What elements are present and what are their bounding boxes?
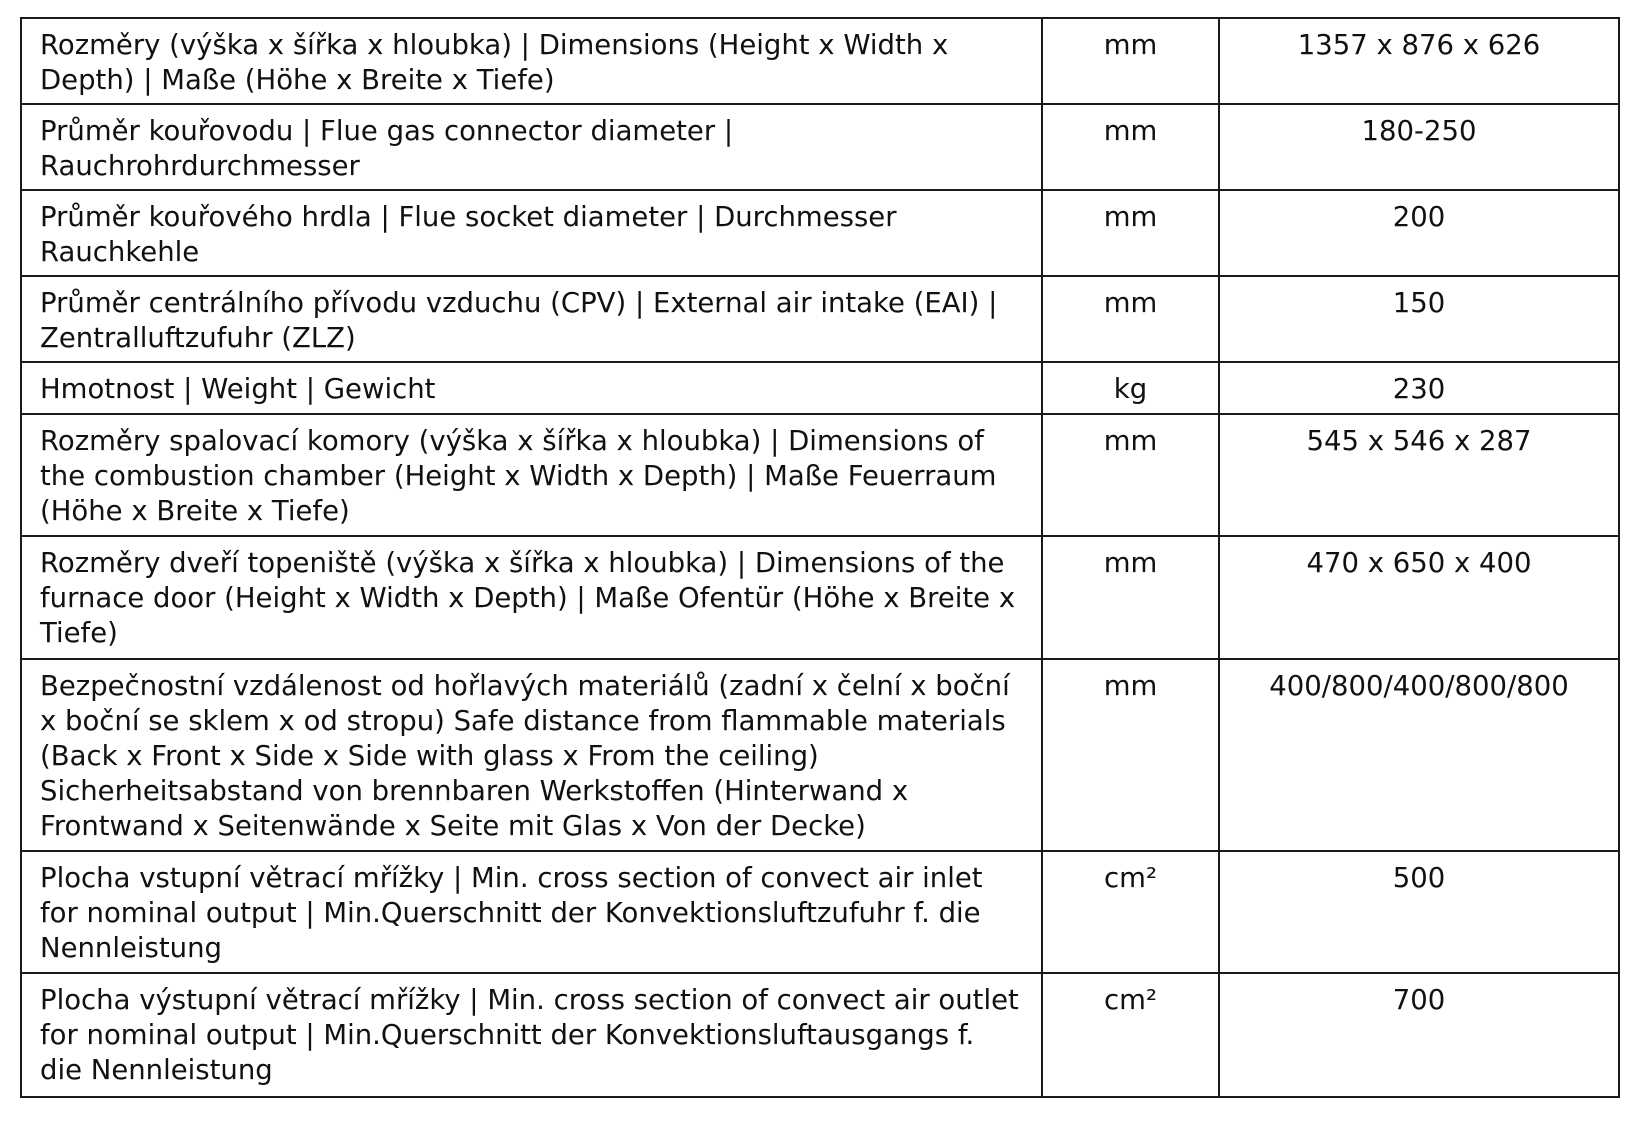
table-row bbox=[21, 851, 1619, 973]
table-row bbox=[21, 276, 1619, 362]
table-row bbox=[21, 973, 1619, 1097]
row-value: 500 bbox=[1219, 851, 1619, 973]
row-value: 470 x 650 x 400 bbox=[1219, 536, 1619, 659]
row-description: Průměr kouřového hrdla | Flue socket diameter | Durchmesser Rauchkehle bbox=[21, 190, 1042, 276]
row-unit: mm bbox=[1042, 18, 1219, 104]
specification-table bbox=[20, 17, 1620, 1098]
row-description: Rozměry spalovací komory (výška x šířka x hloubka) | Dimensions of the combustion chamber (Height x Width x Depth) | Maße Feuerraum (Höhe x Breite x Tiefe) bbox=[21, 414, 1042, 536]
row-description: Rozměry dveří topeniště (výška x šířka x hloubka) | Dimensions of the furnace door (Height x Width x Depth) | Maße Ofentür (Höhe x Breite x Tiefe) bbox=[21, 536, 1042, 659]
row-value: 400/800/400/800/800 bbox=[1219, 659, 1619, 851]
row-description: Průměr centrálního přívodu vzduchu (CPV) | External air intake (EAI) | Zentralluftzufuhr (ZLZ) bbox=[21, 276, 1042, 362]
row-value: 200 bbox=[1219, 190, 1619, 276]
table-row bbox=[21, 18, 1619, 104]
row-value: 1357 x 876 x 626 bbox=[1219, 18, 1619, 104]
row-description: Průměr kouřovodu | Flue gas connector diameter | Rauchrohrdurchmesser bbox=[21, 104, 1042, 190]
row-value: 230 bbox=[1219, 362, 1619, 414]
row-value: 545 x 546 x 287 bbox=[1219, 414, 1619, 536]
row-unit: mm bbox=[1042, 414, 1219, 536]
row-value: 150 bbox=[1219, 276, 1619, 362]
table-row bbox=[21, 104, 1619, 190]
table-row bbox=[21, 414, 1619, 536]
row-description: Bezpečnostní vzdálenost od hořlavých materiálů (zadní x čelní x boční x boční se sklem x od stropu) Safe distance from flammable materials (Back x Front x Side x Side with glass x From the ceiling) Sicherheitsabstand von brennbaren Werkstoffen (Hinterwand x Frontwand x Seitenwände x Seite mit Glas x Von der Decke) bbox=[21, 659, 1042, 851]
row-unit: mm bbox=[1042, 659, 1219, 851]
row-unit: mm bbox=[1042, 276, 1219, 362]
row-value: 180-250 bbox=[1219, 104, 1619, 190]
row-description: Plocha výstupní větrací mřížky | Min. cross section of convect air outlet for nominal output | Min.Querschnitt der Konvektionsluftausgangs f. die Nennleistung bbox=[21, 973, 1042, 1097]
table-row bbox=[21, 536, 1619, 659]
table-row bbox=[21, 362, 1619, 414]
row-unit: cm² bbox=[1042, 973, 1219, 1097]
row-description: Rozměry (výška x šířka x hloubka) | Dimensions (Height x Width x Depth) | Maße (Höhe x Breite x Tiefe) bbox=[21, 18, 1042, 104]
table-row bbox=[21, 190, 1619, 276]
row-unit: kg bbox=[1042, 362, 1219, 414]
row-description: Plocha vstupní větrací mřížky | Min. cross section of convect air inlet for nominal output | Min.Querschnitt der Konvektionsluftzufuhr f. die Nennleistung bbox=[21, 851, 1042, 973]
table-row bbox=[21, 659, 1619, 851]
row-unit: mm bbox=[1042, 104, 1219, 190]
row-value: 700 bbox=[1219, 973, 1619, 1097]
row-unit: cm² bbox=[1042, 851, 1219, 973]
row-description: Hmotnost | Weight | Gewicht bbox=[21, 362, 1042, 414]
row-unit: mm bbox=[1042, 536, 1219, 659]
row-unit: mm bbox=[1042, 190, 1219, 276]
